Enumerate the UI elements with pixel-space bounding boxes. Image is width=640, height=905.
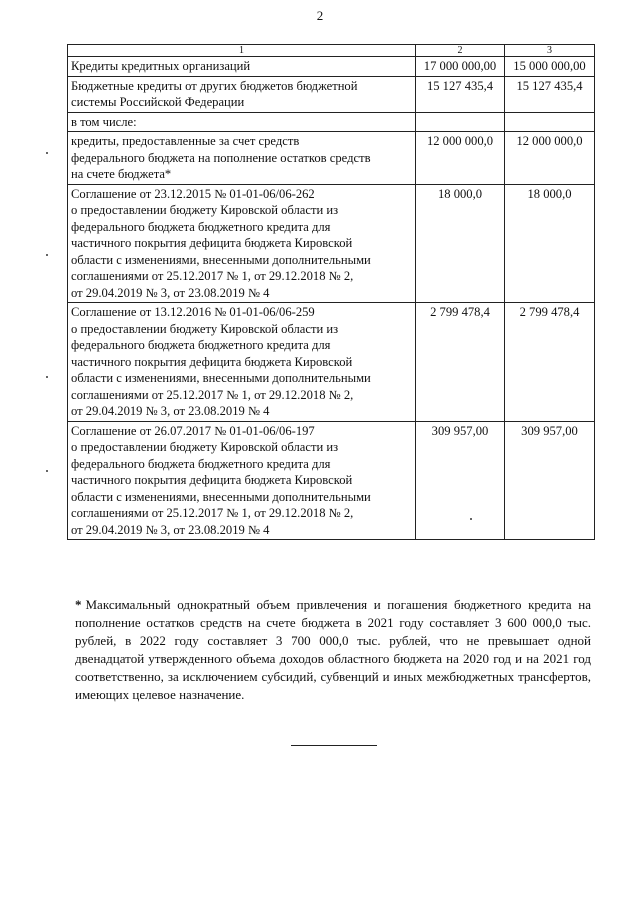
table-row — [68, 112, 595, 132]
table-row — [68, 303, 595, 422]
footnote-marker: * — [75, 597, 82, 612]
row-value-2021: 12 000 000,0 — [416, 132, 505, 185]
row-description: Соглашение от 23.12.2015 № 01-01-06/06-262 о предоставлении бюджету Кировской области из федерального бюджета бюджетного кредита для частичного покрытия дефицита бюджета Кировской области с изменениями, внесенными дополнительными соглашениями от 25.12.2017 № 1, от 29.12.2018 № 2, от 29.04.2019 № 3, от 23.08.2019 № 4 — [68, 184, 416, 303]
footnote-text: Максимальный однократный объем привлечения и погашения бюджетного кредита на пополнение остатков средств на счете бюджета в 2021 году составляет 3 600 000,0 тыс. рублей, в 2022 году составляет 3 700 000,0 тыс. рублей, что не превышает одной двенадцатой утвержденного объема доходов областного бюджета на 2020 год и на 2021 год соответственно, за исключением субсидий, субвенций и иных межбюджетных трансфертов, имеющих целевое назначение. — [75, 597, 591, 702]
row-value-2021: 309 957,00 — [416, 421, 505, 540]
scan-speck — [46, 254, 48, 256]
row-value-2022: 309 957,00 — [505, 421, 595, 540]
end-rule-divider — [291, 745, 377, 746]
row-value-2022 — [505, 112, 595, 132]
header-col-2: 2 — [416, 45, 505, 57]
table-row — [68, 76, 595, 112]
row-value-2021: 17 000 000,00 — [416, 57, 505, 77]
row-value-2021: 15 127 435,4 — [416, 76, 505, 112]
page-number: 2 — [316, 8, 324, 23]
row-value-2022: 15 127 435,4 — [505, 76, 595, 112]
row-value-2022: 15 000 000,00 — [505, 57, 595, 77]
header-col-3: 3 — [505, 45, 595, 57]
scan-speck — [470, 518, 472, 520]
row-value-2021: 18 000,0 — [416, 184, 505, 303]
table-row — [68, 421, 595, 540]
row-description: Бюджетные кредиты от других бюджетов бюджетной системы Российской Федерации — [68, 76, 416, 112]
row-description: в том числе: — [68, 112, 416, 132]
footnote — [75, 596, 591, 704]
row-description: Кредиты кредитных организаций — [68, 57, 416, 77]
table-row — [68, 132, 595, 185]
scan-speck — [46, 152, 48, 154]
row-description: Соглашение от 26.07.2017 № 01-01-06/06-197 о предоставлении бюджету Кировской области из федерального бюджета бюджетного кредита для частичного покрытия дефицита бюджета Кировской области с изменениями, внесенными дополнительными соглашениями от 25.12.2017 № 1, от 29.12.2018 № 2, от 29.04.2019 № 3, от 23.08.2019 № 4 — [68, 421, 416, 540]
row-description: Соглашение от 13.12.2016 № 01-01-06/06-259 о предоставлении бюджету Кировской области из федерального бюджета бюджетного кредита для частичного покрытия дефицита бюджета Кировской области с изменениями, внесенными дополнительными соглашениями от 25.12.2017 № 1, от 29.12.2018 № 2, от 29.04.2019 № 3, от 23.08.2019 № 4 — [68, 303, 416, 422]
row-description: кредиты, предоставленные за счет средств федерального бюджета на пополнение остатков средств на счете бюджета* — [68, 132, 416, 185]
header-col-1: 1 — [68, 45, 416, 57]
row-value-2021: 2 799 478,4 — [416, 303, 505, 422]
table-header-row — [68, 45, 595, 57]
row-value-2022: 12 000 000,0 — [505, 132, 595, 185]
table-row — [68, 57, 595, 77]
row-value-2022: 18 000,0 — [505, 184, 595, 303]
row-value-2022: 2 799 478,4 — [505, 303, 595, 422]
row-value-2021 — [416, 112, 505, 132]
budget-credits-table — [67, 44, 595, 540]
scan-speck — [46, 470, 48, 472]
table-row — [68, 184, 595, 303]
scan-speck — [46, 376, 48, 378]
